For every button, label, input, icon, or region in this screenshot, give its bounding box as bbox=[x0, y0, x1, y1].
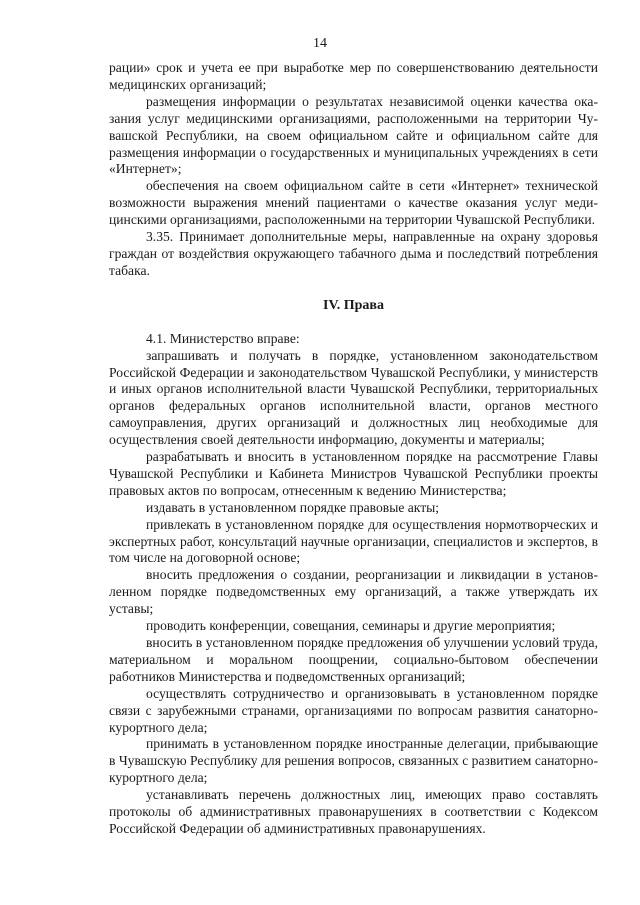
paragraph: вносить в установленном порядке предложения об улучшении условий труда, материальном и моральном поощрении, социально-бытовом обеспечении работников Министерства и подведомственных организаций; bbox=[109, 635, 598, 684]
paragraph: проводить конференции, совещания, семинары и другие мероприятия; bbox=[146, 618, 556, 634]
section-three-continuation bbox=[109, 60, 598, 280]
paragraph: размещения информации о результатах независимой оценки качества оказания услуг медицинскими организациями, расположенными на территории Чувашской Республики, на своем официальном сайте и официальном сайте для размещения информации о государственных и муниципальных учреждениях в сети «Интернет»; bbox=[109, 93, 598, 177]
paragraph: издавать в установленном порядке правовые акты; bbox=[146, 499, 440, 515]
paragraph: рации» срок и учета ее при выработке мер по совершенствованию деятельности медицинских организаций; bbox=[109, 60, 598, 92]
section-four-body bbox=[109, 331, 598, 838]
paragraph: привлекать в установленном порядке для осуществления нормотворческих и экспертных работ, консультаций научные организации, специалистов и экспертов, в том числе на договорной основе; bbox=[109, 516, 598, 566]
paragraph: 3.35. Принимает дополнительные меры, направленные на охрану здоровья граждан от воздействия окружающего табачного дыма и последствий потребления табака. bbox=[109, 229, 598, 278]
paragraph: обеспечения на своем официальном сайте в сети «Интернет» технической возможности выражения мнений пациентами о качестве оказания услуг медицинскими организациями, расположенными на территории Чувашской Республики. bbox=[109, 178, 598, 228]
paragraph: запрашивать и получать в порядке, установленном законодательством Российской Федерации и законодательством Чувашской Республики, у министерств и иных органов исполнительной власти Чувашской Республики, территориальных органов федеральных органов исполнительной власти, органов местного самоуправления, других организаций и должностных лиц необходимые для осуществления своей деятельности информацию, документы и материалы; bbox=[109, 347, 598, 448]
paragraph: вносить предложения о создании, реорганизации и ликвидации в установленном порядке подведомственных ему организаций, а также утверждать их уставы; bbox=[109, 567, 598, 617]
paragraph: устанавливать перечень должностных лиц, имеющих право составлять протоколы об административных правонарушениях в соответствии с Кодексом Российской Федерации об административных правонарушениях. bbox=[109, 787, 598, 836]
document-body bbox=[109, 60, 598, 838]
paragraph: разрабатывать и вносить в установленном порядке на рассмотрение Главы Чувашской Республики и Кабинета Министров Чувашской Республики проекты правовых актов по вопросам, отнесенным к ведению Министерства; bbox=[109, 449, 598, 498]
page-number: 14 bbox=[313, 36, 327, 51]
section-heading: IV. Права bbox=[323, 297, 384, 313]
paragraph: осуществлять сотрудничество и организовывать в установленном порядке связи с зарубежными странами, организациями по вопросам развития санаторно-курортного дела; bbox=[109, 685, 598, 735]
paragraph: принимать в установленном порядке иностранные делегации, прибывающие в Чувашскую Республику для решения вопросов, связанных с развитием санаторно-курортного дела; bbox=[109, 736, 598, 786]
paragraph: 4.1. Министерство вправе: bbox=[146, 330, 300, 346]
